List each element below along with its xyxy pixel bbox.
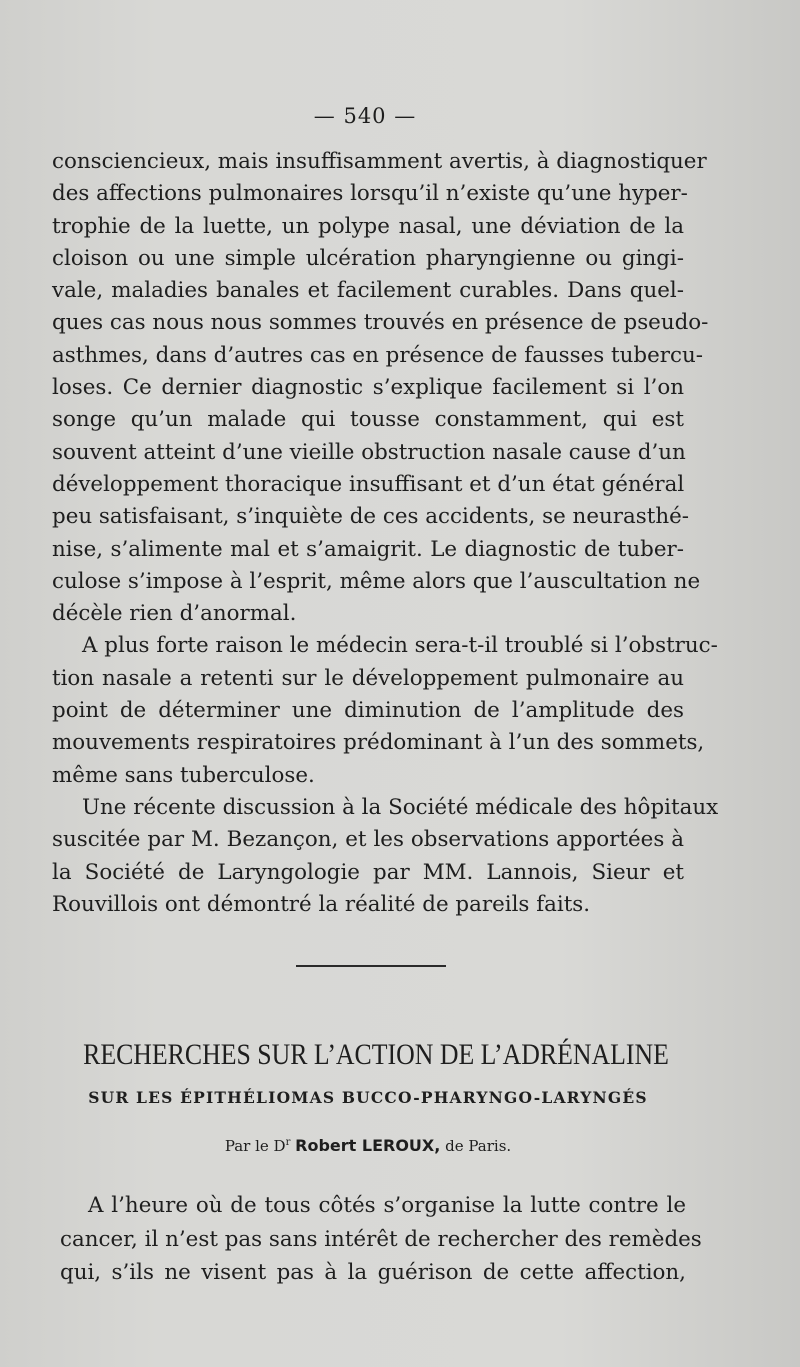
body-text <box>52 146 719 921</box>
text-line: la Société de Laryngologie par MM. Lannois, Sieur et <box>52 859 684 885</box>
text-line: nise, s’alimente mal et s’amaigrit. Le diagnostic de tuber- <box>52 536 684 562</box>
paragraph <box>52 792 719 921</box>
article-title: RECHERCHES SUR L’ACTION DE L’ADRÉNALINE <box>83 1038 669 1071</box>
article-intro <box>60 1189 702 1290</box>
text-line: cloison ou une simple ulcération pharyngienne ou gingi- <box>52 245 684 271</box>
text-line: A plus forte raison le médecin sera-t-il troublé si l’obstruc- <box>82 633 718 659</box>
paragraph <box>52 146 709 630</box>
text-line: asthmes, dans d’autres cas en présence de fausses tubercu- <box>52 342 703 368</box>
byline-author: Robert LEROUX, <box>295 1136 441 1155</box>
text-line: A l’heure où de tous côtés s’organise la lutte contre le <box>88 1193 686 1218</box>
text-line: ques cas nous nous sommes trouvés en présence de pseudo- <box>52 310 709 336</box>
text-line: cancer, il n’est pas sans intérêt de rechercher des remèdes <box>60 1226 702 1252</box>
text-line: vale, maladies banales et facilement curables. Dans quel- <box>52 278 684 304</box>
byline-suffix: de Paris. <box>445 1137 512 1155</box>
text-line: consciencieux, mais insuffisamment avertis, à diagnostiquer <box>52 149 707 174</box>
text-line: souvent atteint d’une vieille obstruction nasale cause d’un <box>52 439 686 465</box>
article-byline <box>0 1136 736 1155</box>
text-line: peu satisfaisant, s’inquiète de ces accidents, se neurasthé- <box>52 504 689 530</box>
byline-superscript: r <box>285 1137 291 1148</box>
text-line: Rouvillois ont démontré la réalité de pareils faits. <box>52 891 591 917</box>
text-line: culose s’impose à l’esprit, même alors que l’auscultation ne <box>52 568 701 594</box>
text-line: trophie de la luette, un polype nasal, une déviation de la <box>52 213 684 239</box>
text-line: songe qu’un malade qui tousse constamment, qui est <box>52 407 684 433</box>
text-line: point de déterminer une diminution de l’amplitude des <box>52 698 684 724</box>
text-line: décèle rien d’anormal. <box>52 601 297 627</box>
text-line: développement thoracique insuffisant et d’un état général <box>52 471 685 497</box>
section-divider <box>296 965 446 967</box>
article-subtitle: SUR LES ÉPITHÉLIOMAS BUCCO-PHARYNGO-LARYNGÉS <box>88 1088 648 1107</box>
text-line: Une récente discussion à la Société médicale des hôpitaux <box>82 794 719 820</box>
text-line: tion nasale a retenti sur le développement pulmonaire au <box>52 665 684 691</box>
text-line: même sans tuberculose. <box>52 762 315 788</box>
text-line: loses. Ce dernier diagnostic s’explique facilement si l’on <box>52 375 684 401</box>
paragraph <box>52 630 718 791</box>
text-line: mouvements respiratoires prédominant à l’un des sommets, <box>52 730 705 756</box>
byline-prefix: Par le D <box>224 1137 286 1155</box>
text-line: qui, s’ils ne visent pas à la guérison de cette affection, <box>60 1260 686 1285</box>
text-line: suscitée par M. Bezançon, et les observations apportées à <box>52 827 684 853</box>
text-line: des affections pulmonaires lorsqu’il n’existe qu’une hyper- <box>52 181 688 207</box>
page-number: — 540 — <box>313 104 417 128</box>
